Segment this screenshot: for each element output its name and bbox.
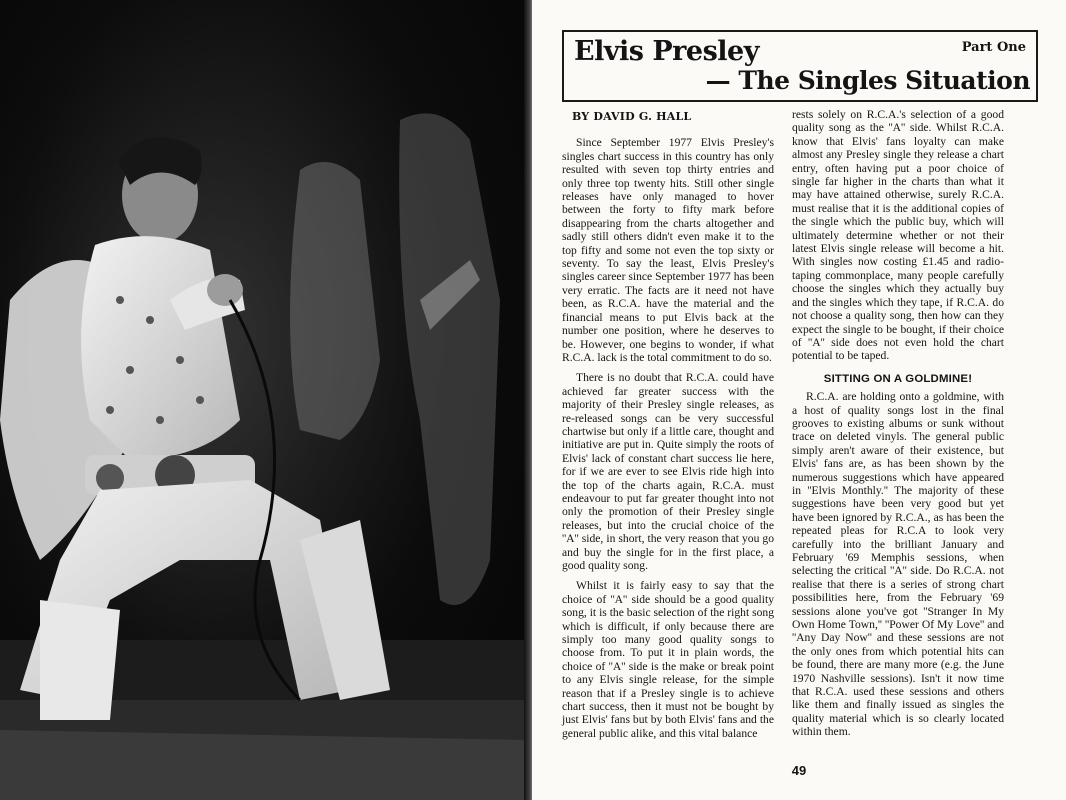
article-page (532, 0, 1066, 800)
left-column (562, 110, 774, 747)
paragraph: There is no doubt that R.C.A. could have achieved far greater success with the majority of their Presley single releases, as re-released songs can be very successful chartwise but only if a little care, thought and initiative are put in. Quite simply the roots of Elvis' lack of constant chart success lie here, for if we are ever to see Elvis ride high into the top of the charts again, R.C.A. must endeavour to put far greater thought into not only the promotion of their Presley single releases, but into the crucial choice of the ''A'' side, in short, the very reason that you go and buy the single for in the first place, a good quality song. (562, 371, 774, 572)
concert-photo (0, 0, 528, 800)
part-label: Part One (961, 40, 1026, 55)
paragraph: Since September 1977 Elvis Presley's singles chart success in this country has only resulted with seven top thirty entries and only three top twenty hits. Still other single releases have only managed to hover between the forty to fifty mark before disappearing from the charts altogether and sadly still others didn't even make it to the top fifty and some not even the top sixty or seventy. To say the least, Elvis Presley's singles career since September 1977 has been very erratic. The facts are it need not have been, as R.C.A. have the material and the financial means to put Elvis back at the number one position, where he deserves to be. However, one begins to wonder, if what R.C.A. lack is the total commitment to do so. (562, 136, 774, 364)
paragraph: R.C.A. are holding onto a goldmine, with a host of quality songs lost in the final grooves to existing albums or sunk without trace on deleted vinyls. The general public simply aren't aware of their existence, but Elvis' fans are, as has been shown by the numerous suggestions which have appeared in ''Elvis Monthly.'' The majority of these suggestions have been very good but yet have been ignored by R.C.A., as has been the repeated pleas for R.C.A to look very carefully into the brilliant January and February '69 Memphis sessions, when selecting the critical ''A'' side. Do R.C.A. not realise that there is a series of strong chart possibilities here, from the February '69 sessions alone you've got ''Stranger In My Own Home Town,'' ''Power Of My Love'' and ''Any Day Now'' and these sessions are not the only ones from which potential hits can be found, there are many more (e.g. the June 1970 Nashville sessions). Isn't it now time that R.C.A. used these sessions and others like them and finally issued as singles the quality material which is so clearly located within them. (792, 390, 1004, 739)
paragraph: Whilst it is fairly easy to say that the choice of ''A'' side should be a good quality song, it is the basic selection of the right song which is difficult, if only because there are simply too many good quality songs to choose from. To put it in plain words, the choice of ''A'' side is the make or break point to any Elvis single release, for the simple reason that if a Presley single is to achieve chart success, then it must not be bought by just Elvis' fans but by both Elvis' fans and the general public alike, and this vital balance (562, 579, 774, 740)
byline: BY DAVID G. HALL (572, 110, 692, 123)
article-subtitle: — The Singles Situation (705, 66, 1030, 95)
article-title: Elvis Presley (574, 36, 759, 67)
right-column (792, 108, 1004, 746)
photo-illustration (0, 0, 528, 800)
section-subheading: SITTING ON A GOLDMINE! (823, 372, 973, 385)
title-box (562, 30, 1038, 102)
page-number: 49 (791, 763, 807, 778)
paragraph: rests solely on R.C.A.'s selection of a good quality song as the ''A'' side. Whilst R.C.A. know that Elvis' fans loyalty can make almost any Presley single they release a chart entry, often having put a poor choice of single far higher in the charts than what it may have attained otherwise, surely R.C.A. must realise that it is the additional copies of the single which the public buy, which will ultimately determine whether or not their latest Elvis single release will become a hit. With singles now costing £1.45 and radio-taping commonplace, many people carefully choose the singles which they actually buy and the singles which they tape, if R.C.A. do not choose a quality song, then how can they expect the single to be bought, if their choice of ''A'' side does not even hold the chart potential to be taped. (792, 108, 1004, 363)
